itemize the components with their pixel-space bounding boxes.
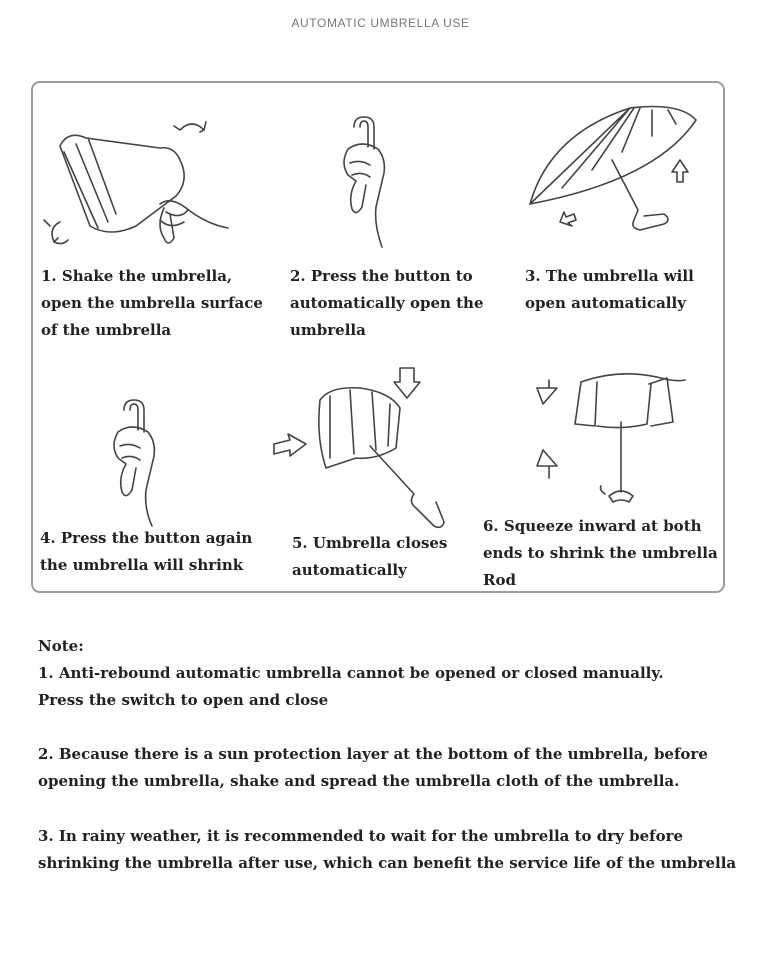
step-1-line-1: 1. Shake the umbrella,: [41, 267, 233, 285]
note-2-line-1: 2. Because there is a sun protection layer at the bottom of the umbrella, before: [38, 745, 708, 763]
open-umbrella-icon: [522, 100, 702, 240]
note-1-line-2: Press the switch to open and close: [38, 691, 329, 709]
note-item-2: [38, 741, 708, 795]
note-3-line-1: 3. In rainy weather, it is recommended to wait for the umbrella to dry before: [38, 827, 684, 845]
step-2-line-1: 2. Press the button to: [290, 267, 473, 285]
closing-umbrella-icon: [270, 360, 470, 530]
note-1-line-1: 1. Anti-rebound automatic umbrella cannot be opened or closed manually.: [38, 664, 664, 682]
step-4-line-1: 4. Press the button again: [40, 529, 253, 547]
step-2-line-3: umbrella: [290, 321, 366, 339]
step-6-line-2: ends to shrink the umbrella: [483, 544, 718, 562]
step-5-line-1: 5. Umbrella closes: [292, 534, 448, 552]
shake-umbrella-icon: [40, 108, 240, 258]
page-title: AUTOMATIC UMBRELLA USE: [291, 16, 470, 30]
squeeze-rod-icon: [525, 362, 700, 512]
step-3-line-1: 3. The umbrella will: [525, 267, 694, 285]
note-2-line-2: opening the umbrella, shake and spread the umbrella cloth of the umbrella.: [38, 772, 680, 790]
step-6-line-1: 6. Squeeze inward at both: [483, 517, 702, 535]
press-button-hand-icon: [330, 115, 410, 250]
step-3-line-2: open automatically: [525, 294, 686, 312]
step-1-line-3: of the umbrella: [41, 321, 172, 339]
note-item-3: [38, 823, 736, 877]
step-5-line-2: automatically: [292, 561, 407, 579]
step-1-line-2: open the umbrella surface: [41, 294, 263, 312]
note-item-1: [38, 660, 664, 714]
step-4-line-2: the umbrella will shrink: [40, 556, 244, 574]
press-button-hand-icon: [100, 398, 180, 528]
note-heading: Note:: [38, 637, 84, 655]
note-3-line-2: shrinking the umbrella after use, which can benefit the service life of the umbrella: [38, 854, 737, 872]
step-2-line-2: automatically open the: [290, 294, 484, 312]
step-6-line-3: Rod: [483, 571, 516, 589]
